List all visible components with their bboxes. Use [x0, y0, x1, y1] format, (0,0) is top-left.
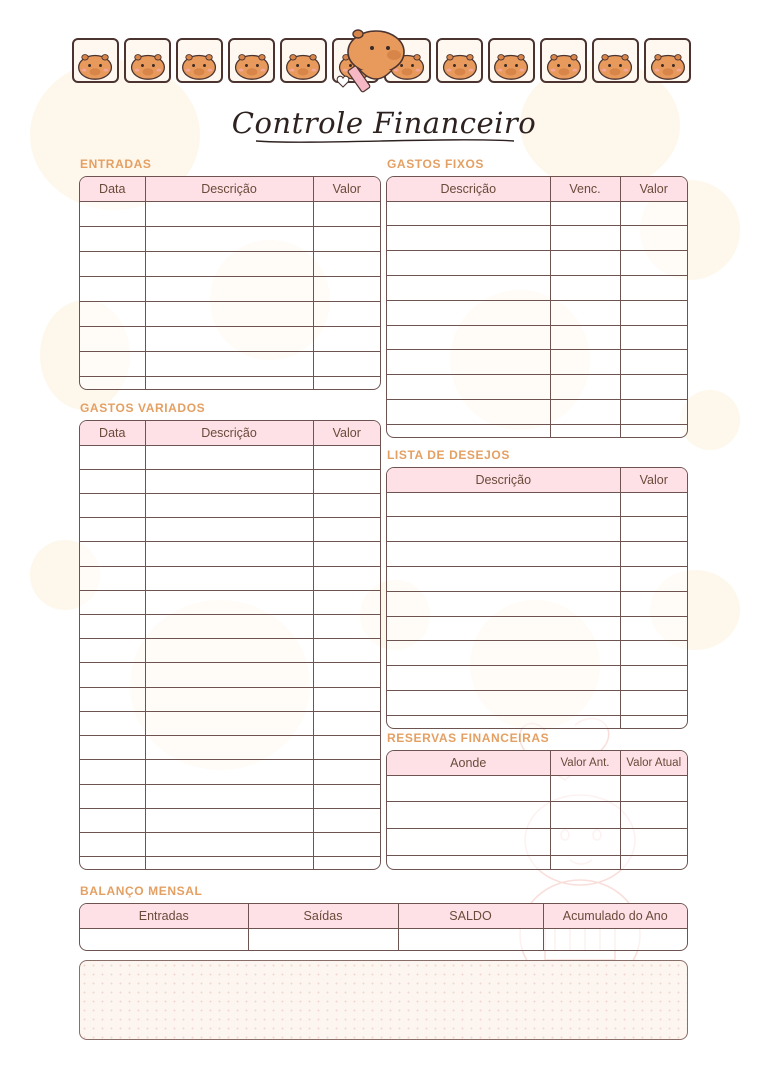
table-row[interactable] [80, 542, 380, 566]
table-row[interactable] [387, 802, 687, 829]
column-header: Venc. [550, 177, 620, 201]
table-row[interactable] [387, 715, 687, 728]
column-header: Descrição [387, 468, 620, 492]
capybara-sticker-icon [488, 38, 535, 83]
column-header: Valor [620, 468, 687, 492]
table-row[interactable] [80, 445, 380, 469]
table-row[interactable] [80, 251, 380, 276]
table-row[interactable] [80, 639, 380, 663]
table-row[interactable] [80, 351, 380, 376]
table-row[interactable] [80, 760, 380, 784]
background-blob [680, 390, 740, 450]
table-row[interactable] [387, 492, 687, 517]
table-row[interactable] [387, 542, 687, 567]
table-row[interactable] [387, 275, 687, 300]
table-row[interactable] [80, 469, 380, 493]
table-row[interactable] [387, 226, 687, 251]
column-header: Valor [313, 421, 380, 445]
capybara-sticker-icon [644, 38, 691, 83]
table-row[interactable] [80, 808, 380, 832]
table-row[interactable] [387, 616, 687, 641]
section-label-lista-desejos: LISTA DE DESEJOS [387, 448, 510, 462]
notes-area[interactable] [79, 960, 688, 1040]
column-header: Data [80, 177, 145, 201]
table-row[interactable] [80, 615, 380, 639]
table-row[interactable] [80, 590, 380, 614]
column-header: Descrição [145, 177, 313, 201]
table-row[interactable] [387, 424, 687, 437]
column-header: Entradas [80, 904, 248, 928]
table-row[interactable] [80, 663, 380, 687]
section-label-balanco: BALANÇO MENSAL [80, 884, 203, 898]
section-label-entradas: ENTRADAS [80, 157, 152, 171]
table-row[interactable] [387, 251, 687, 276]
column-header: Valor [313, 177, 380, 201]
column-header: Valor Ant. [550, 751, 620, 775]
section-label-gastos-fixos: GASTOS FIXOS [387, 157, 484, 171]
table-gastos-fixos [386, 176, 688, 438]
capybara-sticker-icon [176, 38, 223, 83]
title-underline [250, 132, 520, 146]
column-header: Aonde [387, 751, 550, 775]
table-balanco-mensal [79, 903, 688, 951]
column-header: SALDO [398, 904, 543, 928]
column-header: Acumulado do Ano [543, 904, 687, 928]
table-row[interactable] [387, 300, 687, 325]
table-row[interactable] [80, 226, 380, 251]
capybara-sticker-icon [124, 38, 171, 83]
capybara-sticker-icon [280, 38, 327, 83]
column-header: Saídas [248, 904, 398, 928]
table-row[interactable] [80, 857, 380, 869]
table-row[interactable] [80, 518, 380, 542]
table-lista-desejos [386, 467, 688, 729]
table-row[interactable] [387, 400, 687, 425]
table-row[interactable] [387, 775, 687, 802]
capybara-sticker-icon [540, 38, 587, 83]
column-header: Descrição [145, 421, 313, 445]
table-row[interactable] [80, 833, 380, 857]
capybara-sticker-icon [228, 38, 275, 83]
table-row[interactable] [80, 711, 380, 735]
table-row[interactable] [80, 687, 380, 711]
table-row[interactable] [80, 326, 380, 351]
table-row[interactable] [387, 375, 687, 400]
table-row[interactable] [80, 301, 380, 326]
table-row[interactable] [387, 350, 687, 375]
table-row[interactable] [387, 691, 687, 716]
section-label-reservas: RESERVAS FINANCEIRAS [387, 731, 550, 745]
table-row[interactable] [387, 591, 687, 616]
table-row[interactable] [80, 376, 380, 389]
table-row[interactable] [387, 666, 687, 691]
table-row[interactable] [80, 201, 380, 226]
capybara-sticker-icon [436, 38, 483, 83]
capybara-pencil-icon [336, 22, 414, 94]
table-row[interactable] [387, 325, 687, 350]
table-row[interactable] [387, 201, 687, 226]
table-reservas [386, 750, 688, 870]
section-label-gastos-variados: GASTOS VARIADOS [80, 401, 206, 415]
table-row[interactable] [80, 784, 380, 808]
table-entradas [79, 176, 381, 390]
column-header: Valor Atual [620, 751, 687, 775]
table-row[interactable] [80, 276, 380, 301]
table-row[interactable] [387, 829, 687, 856]
capybara-sticker-icon [592, 38, 639, 83]
table-row[interactable] [80, 566, 380, 590]
table-row[interactable] [387, 566, 687, 591]
table-row[interactable] [80, 928, 687, 950]
column-header: Descrição [387, 177, 550, 201]
table-row[interactable] [80, 493, 380, 517]
table-gastos-variados [79, 420, 381, 870]
column-header: Valor [620, 177, 687, 201]
table-row[interactable] [80, 736, 380, 760]
heart-icon [337, 76, 349, 87]
table-row[interactable] [387, 856, 687, 869]
table-row[interactable] [387, 517, 687, 542]
capybara-sticker-icon [72, 38, 119, 83]
table-row[interactable] [387, 641, 687, 666]
page-title: Controle Financeiro [231, 106, 537, 140]
column-header: Data [80, 421, 145, 445]
